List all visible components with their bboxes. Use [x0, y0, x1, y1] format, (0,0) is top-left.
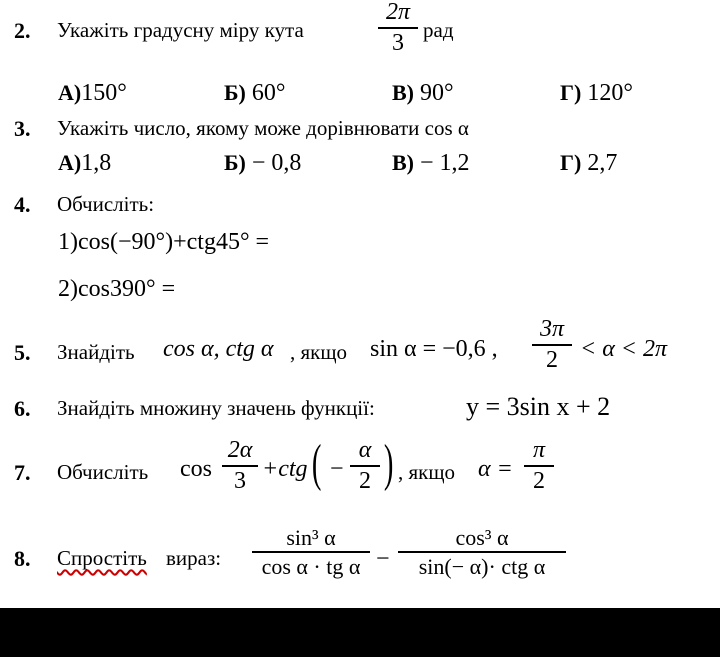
q4-number: 4. — [14, 192, 31, 217]
q8-frac1-num: sin³ α — [286, 525, 336, 550]
q3-option-b — [224, 150, 301, 177]
q8-text-underlined: Спростіть — [57, 546, 147, 570]
option-letter: В) — [392, 80, 414, 105]
fraction-bar — [222, 465, 258, 467]
q7-frac2-den: 2 — [359, 468, 371, 495]
q2-option-d — [560, 80, 633, 107]
q2-option-c — [392, 80, 454, 107]
option-value: 2,7 — [587, 150, 618, 176]
option-value: 120° — [587, 80, 633, 106]
fraction-bar — [398, 551, 566, 553]
q8-minus: − — [376, 546, 390, 572]
q5-frac-den: 2 — [546, 347, 558, 374]
q7-minus: − — [330, 456, 344, 482]
q3-number: 3. — [14, 116, 31, 141]
q5-number: 5. — [14, 340, 31, 365]
q7-cond-word: , якщо — [398, 460, 456, 484]
option-value: 60° — [251, 80, 286, 106]
q7-plus-ctg: +ctg — [262, 456, 308, 482]
option-letter: Б) — [224, 80, 246, 105]
q2-option-a — [58, 80, 127, 107]
q7-number: 7. — [14, 460, 31, 485]
q2-unit: рад — [423, 18, 454, 42]
q7-frac1-den: 3 — [234, 468, 246, 495]
option-letter: Г) — [560, 150, 582, 175]
fraction-bar — [532, 344, 572, 346]
q7-frac1-num: 2α — [227, 437, 253, 463]
q3-text: Укажіть число, якому може дорівнювати cos α — [57, 116, 469, 140]
option-value: 1,8 — [81, 150, 112, 176]
q4-line-1: 1)cos(−90°)+ctg45° = — [58, 229, 270, 255]
fraction-bar — [350, 465, 380, 467]
q7-fraction-1 — [222, 438, 258, 494]
q8-fraction-2 — [398, 526, 566, 578]
option-letter: А) — [58, 150, 82, 175]
q8-fraction-1 — [252, 526, 370, 578]
option-value: − 0,8 — [251, 150, 302, 176]
option-letter: А) — [58, 80, 82, 105]
q7-right-paren: ) — [383, 435, 394, 492]
q3-option-a — [58, 150, 111, 177]
q2-option-b — [224, 80, 285, 107]
q2-frac-den: 3 — [392, 30, 404, 57]
q7-frac3-den: 2 — [533, 468, 545, 495]
q3-option-c — [392, 150, 470, 177]
q2-number: 2. — [14, 18, 31, 43]
q2-text: Укажіть градусну міру кута — [57, 18, 304, 42]
q8-frac1-den: cos α · tg α — [261, 554, 361, 580]
q7-text: Обчисліть — [57, 460, 149, 484]
option-value: 150° — [81, 80, 127, 106]
q6-number: 6. — [14, 396, 31, 421]
q8-frac2-den: sin(− α)· ctg α — [418, 554, 546, 580]
q6-text: Знайдіть множину значень функції: — [57, 396, 375, 420]
fraction-bar — [252, 551, 370, 553]
q8-number: 8. — [14, 546, 31, 571]
q5-inequality: < α < 2π — [580, 336, 668, 362]
option-letter: Б) — [224, 150, 246, 175]
option-letter: Г) — [560, 80, 582, 105]
q5-cond-word: , якщо — [290, 340, 348, 364]
q7-left-paren: ( — [311, 435, 322, 492]
q5-cond: sin α = −0,6 , — [370, 336, 498, 362]
q7-cos: cos — [180, 456, 212, 482]
q4-text: Обчисліть: — [57, 192, 155, 216]
option-value: 90° — [420, 80, 454, 106]
q5-expr: cos α, ctg α — [163, 336, 274, 362]
option-letter: В) — [392, 150, 414, 175]
q5-frac-num: 3π — [539, 316, 565, 342]
q7-alpha-eq: α = — [478, 456, 513, 482]
fraction-bar — [524, 465, 554, 467]
q5-fraction — [532, 317, 572, 373]
q7-frac2-num: α — [358, 437, 372, 463]
q8-frac2-num: cos³ α — [455, 525, 509, 550]
fraction-bar — [378, 27, 418, 29]
q6-expr: y = 3sin x + 2 — [466, 392, 611, 421]
q2-fraction — [378, 0, 418, 56]
q2-frac-num: 2π — [385, 0, 411, 25]
q4-line-2: 2)cos390° = — [58, 276, 176, 302]
q5-text: Знайдіть — [57, 340, 135, 364]
q7-fraction-3 — [524, 438, 554, 494]
option-value: − 1,2 — [420, 150, 470, 176]
q3-option-d — [560, 150, 617, 177]
q7-frac3-num: π — [532, 437, 546, 463]
black-bottom-band — [0, 608, 720, 657]
q8-text-rest: вираз: — [166, 546, 222, 570]
q7-fraction-2 — [350, 438, 380, 494]
